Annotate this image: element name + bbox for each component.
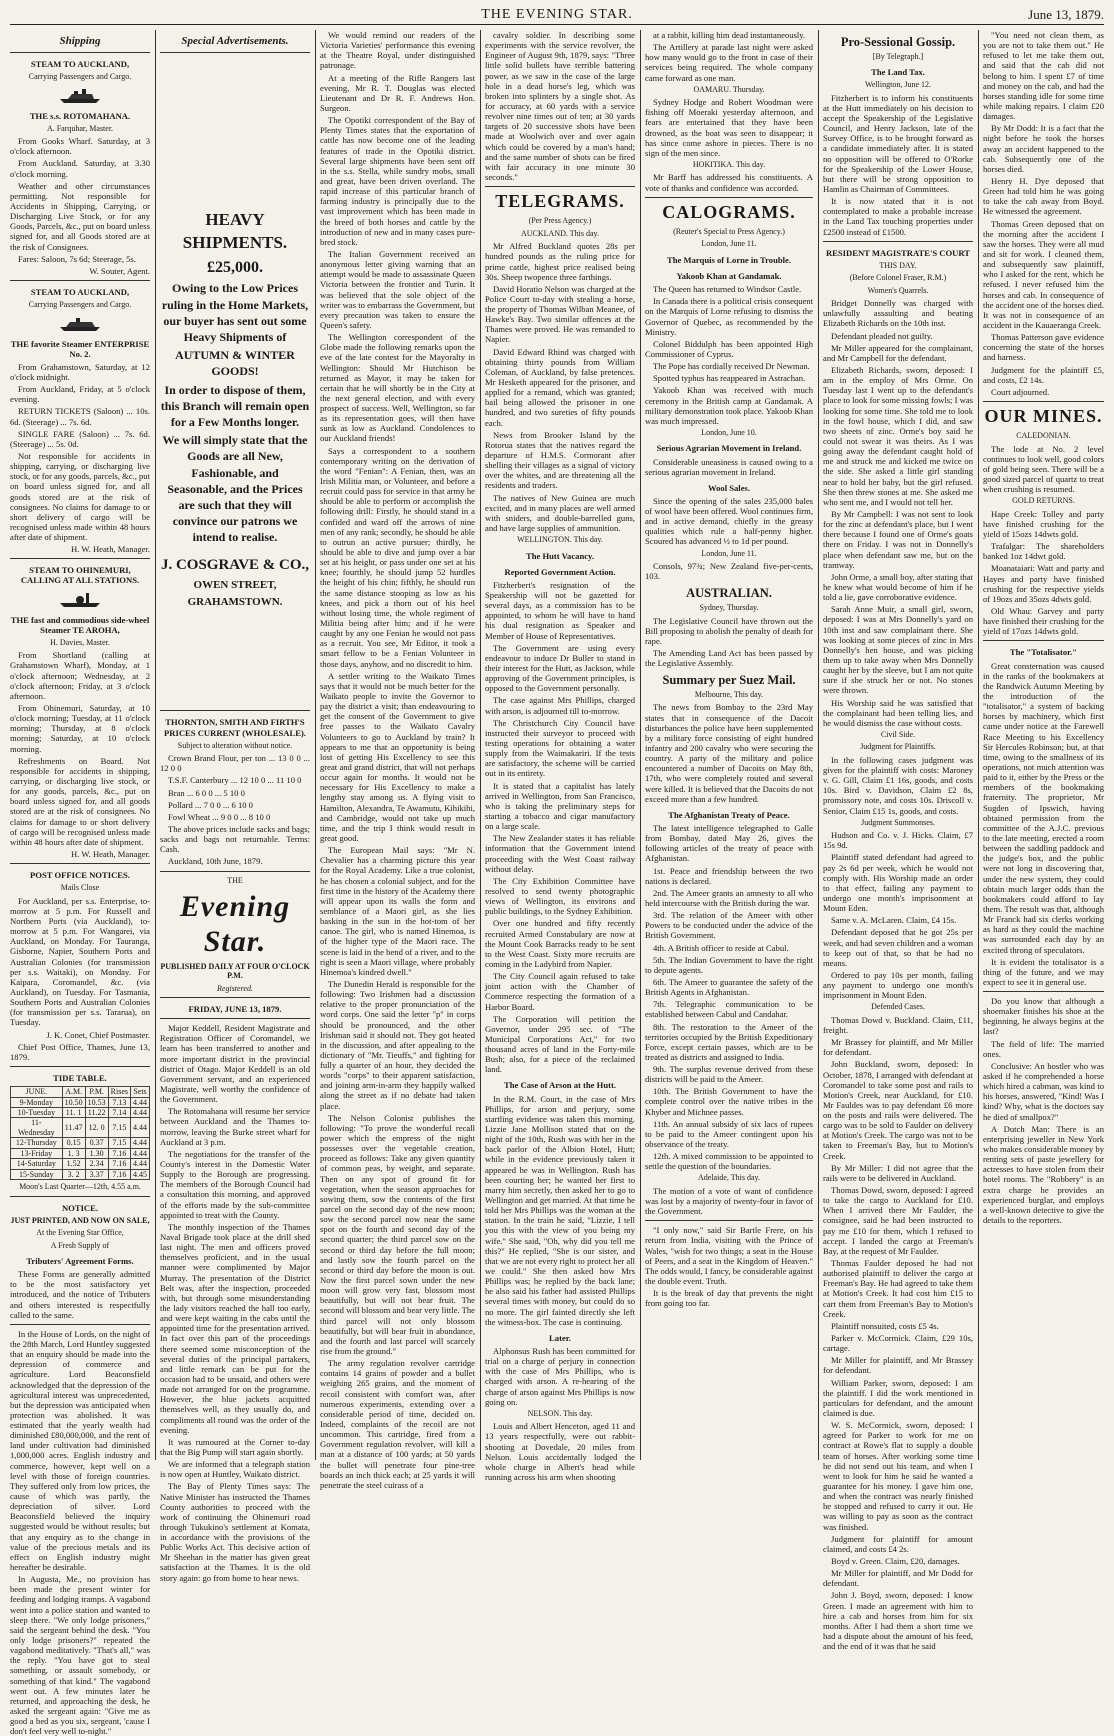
article-paragraph: Says a correspondent to a southern contemporary writing on the derivation of the word "Fenian": A Fenian, then, was an Irish Militia man, or Volunteer, and before a recruit could pass for service in that army he should be able to perform or accomplish the following drill: Firstly, he should stand in a confided and ward off the arrows of nine men of any rank; secondly, he should be able to outrun an active pursuer; thirdly, he should be able to dive and jump over a bar set at his height, or pass under one set at his knee; fourthly, he should jump 52 hurdles the height of his chin; fifthly, he should run the same distance stooping as low as his knees, and pick a thorn out of his heel without losing time, the whole regiment of Militia being after him; and if he were caught by any one Fenian he would not pass as a recruit. You see, Mr Editor, it took a smart fellow to be a Fenian Volunteer in those days, anyhow, and no discredit to him. [320, 445, 475, 669]
cablegrams-heading: CALOGRAMS. [662, 201, 796, 222]
case-heading: Defended Cases. [871, 1002, 925, 1012]
ad-heading: STEAM TO AUCKLAND, [30, 58, 130, 69]
steamship-icon [58, 589, 102, 609]
article-paragraph: A settler writing to the Waikato Times says that it would not be much better for the Waikato people to invite the Governor to pay the district a visit; than endeavouring to get the consent of the Government to give free passes to the Waikato Cavalry Volunteers to go to Auckland by train? It appears to me that an opportunity is being lost of getting His Excellency to see this great and grand district, that will not perhaps occur again for months. It would not be necessary for His Excellency to make a lengthy stay among us. A flying visit to Hamilton, Alexandra, Te Awamutu, Kihikihi, and Cambridge, would not take up much time, and the trip I think would result in great good. [320, 670, 475, 843]
evening-star-logo: Evening Star. [179, 889, 291, 959]
article-paragraph: It was rumoured at the Corner to-day that the Big Pump will start again shortly. [160, 1436, 310, 1457]
ship-name: THE fast and commodious side-wheel Steamer TE AROHA, [10, 614, 150, 635]
tide-row [11, 1097, 150, 1107]
post-office-signature: J. K. Conet, Chief Postmaster. [46, 1029, 150, 1040]
tide-row [11, 1159, 150, 1169]
treaty-article: 12th. A mixed commission to be appointed to settle the question of the boundaries. [645, 1151, 813, 1172]
tide-cell: 2.34 [85, 1159, 108, 1169]
article-paragraph: Conclusive: An hostler who was asked if he comprehended a horse which hired a cabman, was kind to his horses, answered, "Kind! Was I kind? Why, what is the doctors say he died of smallpox?" [983, 1060, 1104, 1122]
gossip-source: [By Telegraph.] [872, 51, 924, 61]
ad-text: In order to dispose of them, this Branch will remain open for a Few Months longer. [160, 382, 310, 429]
cable-heading: Yakoob Khan at Gandamak. [676, 270, 782, 281]
tide-cell: 7.15 [108, 1118, 130, 1138]
telegram-item: The Christchurch City Council have instructed their surveyor to proceed with testing operations for obtaining a water supply from the Waimakariri. If the tests are satisfactory, the scheme will be carried out in its entirety. [485, 717, 635, 779]
telegram-item: The City Council again refused to take joint action with the Chamber of Commerce respecting the formation of a Harbor Board. [485, 971, 635, 1012]
article-paragraph: The monthly inspection of the Thames Naval Brigade took place at the drill shed last night. The men and officers proved themselves proficient, and in the usual manner were complimented by Major Murray. The presentation of the District Belt was, after the inspection, proceeded with, but through some misunderstanding the lady visitors reached the hall too early, and were kept waiting in the cabs until the appointed time for the presentation arrived. In fact over this part of the proceedings there seemed some misconception of the several duties of the principal partakers, and little remark can be put for the occasion had to be unsaid, and others were made not arranged for on the programme. However, the blue jackets acquitted themselves well, as they usually do, and compliments all round was the order of the evening. [160, 1221, 310, 1435]
ad-text: Fares: Saloon, 7s 6d; Steerage, 5s. [18, 253, 136, 264]
tide-table-heading: TIDE TABLE. [53, 1072, 107, 1083]
column-advertisements [160, 30, 310, 1583]
tide-row [11, 1138, 150, 1148]
article-paragraph: Do you know that although a shoemaker finishes his shoe at the beginning, he always begins at the last? [983, 996, 1104, 1037]
court-paragraph: Court adjourned. [991, 386, 1050, 397]
treaty-article: 6th. The Ameer to guarantee the safety of the British Agents in Afghanistan. [645, 976, 813, 998]
section-heading: Shipping [59, 35, 101, 47]
article-paragraph: A Dutch Man: There is an enterprising jeweller in New York who makes considerable money by renting sets of paste jewellery for actresses to have stolen from their hotel rooms. The "Robbery" is an extra charge he provides an experienced burglar, and employs a well-known detective to give the details to the reporters. [983, 1123, 1104, 1226]
cable-item: Spotted typhus has reappeared in Astrachan. [653, 373, 806, 384]
dateline: Adelaide, This day. [698, 1173, 760, 1183]
tide-cell: 7.15 [108, 1138, 130, 1148]
court-paragraph: Parker v. McCormick. Claim, £29 10s, cartage. [823, 1333, 973, 1354]
dateline: NELSON. This day. [527, 1408, 593, 1418]
column-court [823, 30, 973, 1652]
column-mines [983, 30, 1104, 1460]
court-heading: RESIDENT MAGISTRATE'S COURT [825, 247, 971, 258]
telegram-item: News from Brooker Island by the Rotorua states that the natives regard the departure of H.M.S. Cormorant after shelling their villages as a signal of victory over the whites, and are threatening all the residents and traders. [485, 429, 635, 491]
column-cablegrams [645, 30, 813, 1460]
article-paragraph: We would remind our readers of the Victoria Varieties' performance this evening at the Theatre Royal, under distinguished patronage. [320, 30, 475, 71]
ad-amount: £25,000. [207, 258, 263, 276]
column-rule [315, 30, 316, 1460]
tide-cell: 4.45 [131, 1169, 150, 1179]
tide-row [11, 1148, 150, 1158]
ad-text: From Auckland. Saturday, at 3.30 o'clock morning. [10, 158, 150, 179]
dateline: HOKITIKA. This day. [692, 159, 766, 169]
notice-text: At the Evening Star Office, [36, 1228, 124, 1238]
article-paragraph: At a meeting of the Rifle Rangers last evening, Mr R. T. Douglas was elected Lieutenant and Dr R. F. Andrews Hon. Surgeon. [320, 72, 475, 113]
ad-headline: HEAVY SHIPMENTS. [182, 209, 288, 252]
ad-text: Not responsible for accidents in shipping, carrying, or discharging live stock, or for any goods, parcels, &c., put on board unless signed for, and all goods stored are at the risk of consignees. No claims for damage to or short delivery of cargo will be recognised unless made within 48 hours after date of shipment. [10, 450, 150, 543]
price-row: Bran ... 6 0 0 ... 5 10 0 [168, 787, 245, 798]
notice-text: These Forms are generally admitted to be the most satisfactory yet introduced, and the notice of Tributers and others interested is respectfully called to the same. [10, 1269, 150, 1320]
gossip-subheading: The Land Tax. [871, 67, 925, 78]
telegram-item: at a rabbit, killing him dead instantaneously. [653, 30, 806, 40]
notice-title: Tributers' Agreement Forms. [26, 1255, 134, 1266]
issue-date: June 13, 1879. [1028, 7, 1104, 22]
tide-cell: 3. 2 [62, 1169, 85, 1179]
mine-report: Hape Creek: Tolley and party have finished crushing for the yield of 15ozs 14dwts gold. [983, 508, 1104, 540]
case-heading: Civil Side. [880, 729, 916, 739]
telegram-heading: The Hutt Vacancy. [525, 550, 595, 561]
prices-note: The above prices include sacks and bags; sacks and bags not returnable. Terms: Cash. [160, 823, 310, 855]
court-paragraph: Same v. A. McLaren. Claim, £4 15s. [831, 915, 957, 926]
tide-table [10, 1086, 150, 1180]
court-paragraph: Judgment for plaintiff for amount claimed, and costs £4 2s. [823, 1533, 973, 1554]
ad-text: Owing to the Low Prices ruling in the Home Markets, our buyer has sent out some Heavy Shipments of [161, 281, 309, 344]
gossip-heading: Pro-Sessional Gossip. [840, 35, 956, 49]
ad-text: Refreshments on Board. Not responsible for accidents in shipping, carrying, or discharging live stock, or for any goods, parcels, &c., put on board unless signed for, and all goods stored are at the risk of consignees. No claims for damage to or short delivery of cargo will be recognised unless made within 48 hours after date of shipment. [10, 755, 150, 847]
prices-subheading: Subject to alteration without notice. [177, 740, 293, 750]
telegram-item: David Edward Rhind was charged with obtaining thirty pounds from William Coleman, of Auckland, by false pretences. Mr Hesketh appeared for the prisoner, and applied for a remand, which was granted; bail being allowed the prisoner in one hundred, and two sureties of fifty pounds each. [485, 346, 635, 428]
steamship-icon [58, 313, 102, 333]
dateline: WELLINGTON. This day. [517, 535, 603, 545]
prices-heading: THORNTON, SMITH AND FIRTH'S PRICES CURRENT (WHOLESALE). [164, 717, 306, 738]
post-office-heading: POST OFFICE NOTICES. [30, 870, 130, 881]
tide-cell: 4.44 [131, 1097, 150, 1107]
ad-heading: STEAM TO OHINEMURI, CALLING AT ALL STATIONS. [20, 565, 140, 586]
dateline: Melbourne, This day. [694, 689, 764, 699]
mine-report: Trafalgar: The shareholders banked 1oz 14dwt gold. [983, 541, 1104, 562]
cable-item: Yakoob Khan was received with much ceremony in the British camp at Gandamak. A military demonstration took place. Yakoob Khan was much impressed. [645, 385, 813, 426]
post-office-subheading: Mails Close [60, 883, 100, 893]
column-rule [155, 30, 156, 1460]
article-paragraph: The army regulation revolver cartridge contains 14 grains of powder and a bullet weighing 265 grains, and the moment of recoil consistent with comfort was, after numerous experiments, extending over a considerable period of time, decided on. Indeed, complaints of the recoil are not uncommon. This cartridge, fired from a Government regulation revolver, will kill a man at a distance of 100 yards; at 50 yards the bullet will penetrate four pine-tree boards an inch thick each; at 25 yards it will penetrate the steel cuirass of a [320, 1358, 475, 1490]
tide-cell: 10-Tuesday [11, 1108, 63, 1118]
court-paragraph: John Orme, a small boy, after stating that he knew what would become of him if he told a lie, gave corroborative evidence. [823, 571, 973, 603]
court-paragraph: By Mr Campbell: I was not sent to look for the zinc at defendant's place, but I went there because I found one of Orme's goats there on Friday. I was not in Donnelly's place when defendant saw me, but on the tramway. [823, 509, 973, 570]
masthead [10, 6, 1104, 25]
treaty-article: 1st. Peace and friendship between the two nations is declared. [645, 865, 813, 886]
tide-cell: 0.15 [62, 1138, 85, 1148]
firm-name: J. COSGRAVE & CO., [160, 557, 310, 574]
cablegrams-source: (Reuter's Special to Press Agency.) [673, 226, 785, 236]
tide-row [11, 1118, 150, 1138]
notice-subheading: JUST PRINTED, AND NOW ON SALE, [10, 1215, 150, 1225]
telegram-item: The natives of New Guinea are much excited, and in many places are well armed with sniders, and double-barrelled guns, and have large supplies of ammunition. [485, 492, 635, 534]
article-paragraph: The Italian Government received an anonymous letter giving warning that an attempt would be made to assassinate Queen Victoria between the frontier and Turin. It was believed that the sole object of the writer was to embarrass the Government, but every precaution was taken to ensure the Queen's safety. [320, 248, 475, 330]
cable-item: The motion of a vote of want of confidence was lost by a majority of twenty-four in favor of the Government. [645, 1185, 813, 1217]
tide-cell: 1. 3 [62, 1148, 85, 1158]
telegram-item: The Corporation will petition the Governor, under 295 sec. of "The Municipal Corporations Act," for two thousand acres of land in the Forty-mile Bush; also, for a piece of the reclaimed land. [485, 1013, 635, 1075]
ad-text: AUTUMN & WINTER GOODS! [175, 348, 295, 379]
treaty-article: 4th. A British officer to reside at Cabul. [653, 942, 789, 953]
article-paragraph: The Opotiki correspondent of the Bay of Plenty Times states that the exportation of cattle has now become one of the leading features of trade in the Opotiki district. Several large shipments have been sent off in the s.s. Stella, while sundry mobs, small and great, have been driven overland. The rapid increase of this particular branch of farming industry is principally due to the vast improvement which has been made in the breed of both horses and cattle by the introduction of new and in many cases pure-bred stock. [320, 115, 475, 247]
court-paragraph: By Mr Miller: I did not agree that the rails were to be delivered in Auckland. [823, 1162, 973, 1183]
column-rule [978, 30, 979, 1460]
court-paragraph: Mr Miller appeared for the complainant, and Mr Campbell for the defendant. [823, 342, 973, 363]
court-paragraph: "You need not clean them, as you are not to take them out." He refused to let me take them out, and said that the cab did not belong to him. I spent £7 of time and money on the cab, and had the horses standing idle for some time while making repairs. I claim £20 damages. [983, 30, 1104, 122]
court-paragraph: Plaintiff nonsuited, costs £5 4s. [831, 1320, 939, 1331]
treaty-article: 2nd. The Ameer grants an amnesty to all who held intercourse with the British during the war. [645, 887, 813, 908]
mine-name: CALEDONIAN. [1016, 431, 1071, 441]
column-rule [640, 30, 641, 1460]
ship-name: THE favorite Steamer ENTERPRISE No. 2. [10, 338, 150, 359]
mines-heading: OUR MINES. [984, 405, 1103, 426]
cable-heading: Serious Agrarian Movement in Ireland. [656, 443, 802, 454]
logo-subtitle: PUBLISHED DAILY AT FOUR O'CLOCK P.M. [160, 961, 310, 981]
case-heading: Judgment Summonses. [861, 817, 935, 827]
court-paragraph: Thomas Dowd v. Buckland. Claim, £11, freight. [823, 1014, 973, 1035]
dateline: OAMARU. Thursday. [693, 84, 765, 94]
price-row: Crown Brand Flour, per ton ... 13 0 0 ... 12 0 0 [160, 753, 310, 774]
article-paragraph: The Wellington correspondent of the Globe made the following remarks upon the eve of the late contest for the Mayoralty in Wellington: Should Mr Hutchison be returned as Mayor, it may be taken for certain that he will shortly be in the City at the next general election, and with every prospect of success. Well, Wellington, so far as its representation goes, will then have sunk as low as Auckland. Condolences to our Auckland friends! [320, 332, 475, 444]
prices-date: Auckland, 10th June, 1879. [168, 856, 263, 867]
tide-cell: 11-Wednesday [11, 1118, 63, 1138]
telegram-heading: The Case of Arson at the Hutt. [504, 1080, 616, 1091]
article-paragraph: Major Keddell, Resident Magistrate and Registration Officer of Coromandel, we learn has been transferred to another and more important district in the provincial district of Otago. Major Keddell is an old Government servant, and an experienced Magistrate, well worthy the confidence of the Government. [160, 1023, 310, 1105]
treaty-article: 10th. The British Government to have the complete control over the native tribes in the Khyber and Michnee passes. [645, 1086, 813, 1117]
telegram-item: Sydney Hodge and Robert Woodman were fishing off Moeraki yesterday afternoon, and fears are entertained that they have been drowned, as the boat was seen to disappear; it has since come ashore in pieces. There is no sign of the men since. [645, 97, 813, 158]
column-telegrams [485, 30, 635, 1482]
tide-cell: 7.14 [108, 1108, 130, 1118]
court-paragraph: William Parker, sworn, deposed: I am the plaintiff. I did the work mentioned in particulars for defendant, and the amount claimed is due. [823, 1377, 973, 1418]
court-paragraph: Hudson and Co. v. J. Hicks. Claim, £7 15s 9d. [823, 830, 973, 851]
issue-dateline: FRIDAY, JUNE 13, 1879. [188, 1004, 282, 1015]
article-paragraph: It is evident the totalisator is a thing of the future, and we may expect to see it in general use. [983, 956, 1104, 987]
article-paragraph: In Augusta, Me., no provision has been made the present winter for feeding and lodging tramps. A vagabond went into a police station and wanted to sleep there. "We only lodge prisoners," said the sergeant behind the desk. "You only lodge prisoners?" repeated the vagabond meditatively. "That's all," was the reply. "You have got to steal something, or assault somebody, or something of that kind." The vagabond went out. A few minutes later he returned, and approaching the desk, he asked the sergeant again: "Give me as good a bed as you six, sergeant, 'cause I don't feel very well to-night." [10, 1574, 150, 1736]
article-paragraph: cavalry soldier. In describing some experiments with the service revolver, the Engineer of August 9th, 1879, says: "Three little solid bullets have terrible battering power, as we saw in the case of the large hole in a dead horse's leg, which was broken into splinters by a single shot. As for accuracy, at 60 yards with a service revolver nine times out of ten; at 30 yards targets of 20 successive shots have been made at Woolwich over and over again which could be covered by a man's hand; and the same number of shots can be fired with fair accuracy in one minute 30 seconds." [485, 30, 635, 182]
ad-text: RETURN TICKETS (Saloon) ... 10s. 6d. (Steerage) ... 7s. 6d. [10, 406, 150, 427]
court-paragraph: Henry H. Dye deposed that Green had told him he was going to take the cab away from Boyd. He witnessed the agreement. [983, 175, 1104, 217]
newspaper-title: THE EVENING STAR. [481, 7, 633, 22]
telegram-item: The case against Mrs Phillips, charged with arson, is adjourned till to-morrow. [485, 695, 635, 716]
court-paragraph: His Worship said he was satisfied that the complainant had been telling lies, and he would dismiss the case without costs. [823, 697, 973, 728]
price-row: T.S.F. Canterbury ... 12 10 0 ... 11 10 0 [168, 775, 302, 786]
telegrams-heading: TELEGRAMS. [495, 191, 625, 212]
telegram-item: Mr Barff has addressed his constituents. A vote of thanks and confidence was accorded. [645, 172, 813, 193]
court-paragraph: Ordered to pay 10s per month, failing any payment to undergo one month's imprisonment in Mount Eden. [823, 969, 973, 1001]
cable-item: Colonel Biddulph has been appointed High Commissioner of Cyprus. [645, 338, 813, 359]
tide-cell: 11.47 [62, 1118, 85, 1138]
tide-cell: 4.44 [131, 1159, 150, 1169]
court-paragraph: Plaintiff stated defendant had agreed to pay 2s 6d per week, which he would not comply with. His Worship made an order to that effect, failing any payment to undergo one month's imprisonment at Mount Eden. [823, 852, 973, 914]
tide-cell: 4.44 [131, 1108, 150, 1118]
court-paragraph: Mr Miller for plaintiff, and Mr Dodd for defendant. [823, 1568, 973, 1589]
cable-heading: The Marquis of Lorne in Trouble. [667, 254, 791, 265]
cable-item: The Pope has cordially received Dr Newman. [653, 361, 810, 372]
article-paragraph: The Nelson Colonist publishes the following: "To prove the wonderful recall power which the empress of the night possesses over the vegetable creation, proceed as follows: Take any given quantity of common peas, by weight, and separate. Then on any spot of ground fit for vegetation, when the season approaches for sowing them, sow the contents of the first parcel on the second day of the new moon; sow the second parcel now near the same spot on the fourth and second day of the second quarter; the third parcel sow on the second or third day before the full moon; and lastly sow the fourth parcel on the second or third day before the moon is out. Now the first parcel sown under the new moon will grow very fast, blossom most beautifully, but will not bear fruit. The second will blossom and bear very little. The third parcel will not only blossom beautifully, but will bear fruit in abundance, and the fourth and last parcel will scarcely rise from the ground." [320, 1112, 475, 1356]
tide-cell: 11.22 [85, 1108, 108, 1118]
cable-item: The latest intelligence telegraphed to Galle from Bombay, dated May 26, gives the following articles of the treaty of peace with Afghanistan. [645, 822, 813, 864]
column-local-news [320, 30, 475, 1490]
ad-subheading: Carrying Passengers and Cargo. [28, 72, 132, 82]
cable-item: Consols, 97¾; New Zealand five-per-cents, 103. [645, 561, 813, 582]
tide-cell: 4.44 [131, 1118, 150, 1138]
court-paragraph: Mr Brassey for plaintiff, and Mr Miller for defendant. [823, 1037, 973, 1058]
telegram-item: David Horatio Nelson was charged at the Police Court to-day with stealing a horse, the property of Thomas Wilban Meanee, of Hawke's Bay. Two similar offences at the Thames were proved. He was remanded to Napier. [485, 283, 635, 345]
court-paragraph: Thomas Dowd, sworn, deposed: I agreed to take the cargo to Auckland for £10. When I arrived there Mr Faulder, the consignee, said he had been instructed to pay me £10 for them, which I refused to accept. I landed the cargo at Freeman's Bay, at the request of Mr Faulder. [823, 1185, 973, 1256]
notice-heading: NOTICE. [61, 1202, 99, 1213]
telegram-heading: Later. [549, 1332, 571, 1343]
ad-signature: H. W. Heath, Manager. [71, 544, 150, 555]
article-paragraph: We are informed that a telegraph station is now open at Huntley, Waikato district. [160, 1459, 310, 1480]
tide-cell: 1.30 [85, 1148, 108, 1158]
dateline: London, June 11. [701, 239, 757, 249]
telegram-item: The City Exhibition Committee have resolved to send twenty photographic views of Wellington, its environs and public buildings, to the Sydney Exhibition. [485, 875, 635, 917]
telegram-item: Fitzherbert's resignation of the Speakership will not be gazetted for several days, as a commission has to be appointed, to whom he will have to hand his dual resignation as Speaker and Member of House of Representatives. [485, 579, 635, 641]
tide-cell: 12-Thursday [11, 1138, 63, 1148]
telegram-item: Louis and Albert Henceton, aged 11 and 13 years respectfully, were out rabbit-shooting at Dovedale, 20 miles from Nelson. Louis accidentally lodged the whole charge in Albert's head while running across his arm when shooting [485, 1421, 635, 1482]
article-paragraph: "I only now," said Sir Bartle Frere, on his return from India, visiting with the Prince of Wales, "wish for two things; a seat in the House of Peers, and a seat in the Kingdom of Heaven." The odds would, I fancy, be considerable against the double event. Truth. [645, 1225, 813, 1287]
firm-address: OWEN STREET, [193, 578, 277, 591]
tide-cell: 7.16 [108, 1148, 130, 1158]
dateline: Sydney, Thursday. [699, 603, 759, 613]
article-paragraph: The Bay of Plenty Times says: The Native Minister has instructed the Thames County authorities to proceed with the work of continuing the Ohinemuri road through Tukukino's settlement at Komata, in accordance with the provisions of the Public Works Act. This decisive action of Mr Sheehan in the matter has given great satisfaction at the Thames. It is the old story again: go from home to hear news. [160, 1481, 310, 1583]
article-paragraph: The European Mail says: "Mr N. Chevalier has a charming picture this year for the Royal Academy. Like a true colonist, he has chosen a colonial subject, and for the first time in the history of the Academy there will appear upon its walls the form and semblance of a Maori girl, as she lies basking in the sun in the hot-tom of her canoe. The girl, who is named Hinemoa, is of the higher type of the Maori race. The scene is laid in the bend of a river, and to the right is seen a Maori village, where probably Hinemoa's kindred dwell." [320, 845, 475, 977]
notice-text: A Fresh Supply of [50, 1240, 110, 1250]
telegrams-source: (Per Press Agency.) [528, 216, 592, 226]
court-magistrate: (Before Colonel Fraser, R.M.) [849, 273, 947, 283]
article-paragraph: The Dunedin Herald is responsible for the following: Two Irishmen had a discussion relative to the proper pronunciation of the word corps. One said the letter "p" in corps should be pronounced, and the other Irishman said it should not. They got heated in the discussion, and after appealing to the dictionary of "Mr. Tieuffs," and fighting for fully a quarter of an hour, they decided the words "corps" to their apparent satisfaction, and joining arm-in-arm they happily walked along the street as if no debate had taken place. [320, 978, 475, 1111]
ship-name: THE s.s. ROTOMAHANA. [29, 110, 131, 121]
case-heading: Women's Quarrels. [867, 285, 929, 295]
article-paragraph: Fitzherbert is to inform his constituents at the Hutt immediately on his decision to accept the Speakership of the Legislative Council, and Henry Jackson, late of the Survey Office, is to be brought forward as a candidate immediately after. It is stated no opposition will be offered to O'Rorke for the Speakership of the Lower House, but there will be strong opposition to Hamlin as Chairman of Committees. [823, 92, 973, 195]
tide-cell: 10.53 [85, 1097, 108, 1107]
ad-heading: STEAM TO AUCKLAND, [30, 286, 130, 297]
ship-master: A. Farquhar, Master. [46, 123, 114, 133]
tide-cell: 1.52 [62, 1159, 85, 1169]
article-paragraph: The negotiations for the transfer of the County's interest in the Domestic Water Supply to the Borough are progressing. The members of the Borough Council had a consultation this morning, and approved of the efforts made by the sub-committee appointed to treat with the County. [160, 1148, 310, 1220]
mine-report: Old Whau: Garvey and party have finished their crushing for the yield of 17ozs 14dwts gold. [983, 606, 1104, 637]
court-paragraph: Thomas Patterson gave evidence concerning the state of the horses and harness. [983, 332, 1104, 363]
court-paragraph: Boyd v. Green. Claim, £20, damages. [831, 1555, 960, 1566]
ad-text: Weather and other circumstances permitting. Not responsible for Accidents in Shipping, Carrying, or Discharging Live Stock, or for any Goods, Parcels, &c., put on board unless signed for, and all Goods stored are at the risk of Consignees. [10, 180, 150, 252]
court-paragraph: John Buckland, sworn, deposed: In October, 1878, I arranged with defendant at Coromandel to take some post and rails to Motion's Creek, near Auckland, for £10. Mr Fauldes was to pay defendant £6 more on the posts and rails were delivered. The cargo was to be sold to Faulder on delivery at Motion's Creek. The cargo was not to be taken to Freeman's Bay, but to Motion's Creek. [823, 1059, 973, 1161]
dateline: London, June 11. [701, 548, 757, 558]
post-office-text: For Auckland, per s.s. Enterprise, to-morrow at 5 p.m. For Russell and Northern Ports (via Auckland), to-morrow at 5 p.m. For Wangarei, via Auckland, on Monday. For Tauranga, Gisborne, Napier, Southern Ports and Australian Colonies (for transmission per s.s. Waitaki), on Monday. For Kaipara, Coromandel, &c. (via Auckland), on Tuesday. For Tasmania, Southern Ports and Australian Colonies (for transmission per s.s. Tararua), on Tuesday. [10, 895, 150, 1028]
court-paragraph: John J. Boyd, sworn, deposed: I know Green. I made an agreement with him to hire a cab and horses from him for six months. After I had them a short time we had a dispute about the amount of his feed, and the end of it was that he said [823, 1590, 973, 1652]
price-row: Fowl Wheat ... 9 0 0 ... 8 10 0 [168, 811, 271, 822]
dateline: London, June 10. [701, 427, 757, 437]
cable-heading: Summary per Suez Mail. [662, 673, 796, 688]
tide-cell: 7.16 [108, 1169, 130, 1179]
cable-heading: AUSTRALIAN. [686, 586, 772, 601]
cable-item: The Legislative Council have thrown out the Bill proposing to abolish the penalty of death for rape. [645, 615, 813, 646]
tide-cell: 12. 0 [85, 1118, 108, 1138]
article-paragraph: It is the break of day that prevents the night from going too far. [645, 1288, 813, 1309]
court-paragraph: Judgment for the plaintiff £5, and costs, £2 14s. [983, 364, 1104, 385]
logo-article: THE [227, 875, 243, 885]
mine-report: The lode at No. 2 level continues to look well, good colors of gold being seen. There will be a good sized parcel of quartz to treat when crushing is resumed. [983, 443, 1104, 495]
ad-subheading: Carrying Passengers and Cargo. [28, 300, 132, 310]
court-paragraph: Bridget Donnelly was charged with unlawfully assaulting and beating Elizabeth Richards on the 10th inst. [823, 298, 973, 329]
court-paragraph: Thomas Green deposed that on the morning after the accident I saw the horses. They were all mud and sit for work. I cleaned them, and subsequently saw plaintiff, who I asked for the rent, which he refused. I never refused him the horses and cab. In consequence of the accident one of the horses died. It was not in consequence of an accident in the Kauaeranga Creek. [983, 218, 1104, 330]
totalisator-heading: The "Totalisator." [1009, 647, 1078, 658]
column-rule [480, 30, 481, 1460]
telegram-item: In the R.M. Court, in the case of Mrs Phillips, for arson and perjury, some startling evidence was taken this morning. Lizzie Jane Mollison stated that on the night of the 10th, Rush was with her in the back parlor of the Albion Hotel, Hutt; while in the evidence previously taken it appeared he was in Wellington. Rush has been courting her; he wanted her first to marry him secretly, then asked her to go to Wellington and get married. At that time he told her Mrs Phillips was the woman at the station. In the train he said, "Lizzie, I tell you this with the view of you being my wife." She said, "Oh, why did you tell me this?" He replied, "She is our sister, and that we are not every right to protect her all we could." She then asked how Mrs Phillips was; he replied by the back lane; he also said his father had assisted Phillips several times with money, but could do so no more. The girl fainted directly she left the witness-box. The case is continuing. [485, 1093, 635, 1327]
tide-row [11, 1108, 150, 1118]
mine-report: Moanataiari: Watt and party and Hayes and party have finished crushing for the respective yields of 19ozs and 35ozs 4dwts gold. [983, 563, 1104, 604]
moon-phase: Moon's Last Quarter—12th, 4.55 a.m. [19, 1182, 141, 1192]
court-date: THIS DAY. [879, 260, 917, 270]
tide-cell: 14-Saturday [11, 1159, 63, 1169]
ad-text: From Grahamstown, Saturday, at 12 o'clock midnight. [10, 361, 150, 382]
court-paragraph: Defendant pleaded not guilty. [831, 330, 933, 341]
court-paragraph: Thomas Faulder deposed he had not authorised plaintiff to deliver the cargo at Freeman's Bay. He had agreed to take them at Motion's Creek. It had cost him £15 to cart them from Freeman's Bay to Motion's Creek. [823, 1258, 973, 1319]
case-heading: Judgment for Plaintiffs. [860, 742, 936, 752]
tide-cell: 13-Friday [11, 1148, 63, 1158]
dateline: Wellington, June 12. [864, 80, 931, 90]
treaty-article: 11th. An annual subsidy of six lacs of rupees to be paid to the Ameer contingent upon his observance of the treaty. [645, 1118, 813, 1150]
court-paragraph: Elizabeth Richards, sworn, deposed: I am in the employ of Mrs Orme. On Tuesday last I went up to the defendant's place to look for some missing fowls; I was looking for some time. She told me to look in the fowl house, which I did, and saw two sheets of zinc. Orme's boy said he could not swear it was theirs. As I was going away the defendant caught hold of me and struck me and kicked me twice on the side. She asked a little girl standing near to hold her baby, but the girl refused. She then threw stones at me. She asked me who sent me, and I would not tell her. [823, 365, 973, 507]
tide-cell: 7.16 [108, 1159, 130, 1169]
section-heading: Special Advertisements. [181, 35, 289, 47]
firm-town: GRAHAMSTOWN. [187, 595, 283, 608]
telegram-item: The Government are using every endeavour to induce Dr Buller to stand in their interest for the Hutt, as Jackson, while approving of the Government principles, is opposed to the Government personally. [485, 642, 635, 694]
cable-heading: Wool Sales. [707, 482, 751, 493]
court-paragraph: Mr Miller for plaintiff, and Mr Brassey for defendant. [823, 1355, 973, 1376]
telegram-item: The New Zealander states it has reliable information that the Government intend proceeding with the West Coast railway without delay. [485, 833, 635, 874]
ad-text: From Ohinemuri, Saturday, at 10 o'clock morning; Tuesday, at 11 o'clock morning; Thursday, at 8 o'clock morning; Saturday, at 10 o'clock morning. [10, 703, 150, 754]
tide-cell: 11. 1 [62, 1108, 85, 1118]
dateline: AUCKLAND. This day. [521, 228, 599, 238]
telegram-item: Alphonsus Rush has been committed for trial on a charge of perjury in connection with the case of Mrs Phillips, who is charged with arson. A re-hearing of the charge of arson against Mrs Phillips is now going on. [485, 1346, 635, 1407]
telegram-heading: Reported Government Action. [504, 566, 616, 577]
ad-signature: W. Souter, Agent. [89, 265, 150, 276]
tide-row [11, 1169, 150, 1179]
ad-text: From Shortland (calling at Grahamstown Wharf), Monday, at 1 o'clock afternoon; Wednesday, at 2 o'clock afternoon; Friday, at 3 o'clock afternoon. [10, 650, 150, 701]
treaty-article: 3rd. The relation of the Ameer with other Powers to be conducted under the advice of the British Government. [645, 910, 813, 941]
treaty-article: 7th. Telegraphic communication to be established between Cabul and Candahar. [645, 999, 813, 1020]
cable-item: The news from Bombay to the 23rd May states that in consequence of the Dacoit disturbances the police have been supplemented by a military force consisting of eight hundred infantry and 200 cavalry who were securing the country. A party of the military and police encountered a number of Dacoits on May 8th, 17th, who were completely routed and several were killed. It is believed that the Dacoits do not exceed more than a few hundred. [645, 702, 813, 804]
court-paragraph: W. S. McCormick, sworn, deposed: I agreed for Parker to work for me on contract at Rowe's flat to supply a double team of horses. After working some time he did not send out his team, and when I went to look for him he said he wanted a guarantee for his money. I gave him one, and when the contract was nearly finished he stopped and refused to carry it out. He was willing to pay as soon as the contract was finished. [823, 1420, 973, 1532]
tide-cell: 3.37 [85, 1169, 108, 1179]
telegram-item: The Artillery at parade last night were asked how many would go to the front in case of their services being required. The whole company came forward as one man. [645, 42, 813, 83]
telegram-item: Mr Alfred Buckland quotes 28s per hundred pounds as the ruling price for prime cattle, highest price realised being 30s. Sheep twopence three farthings. [485, 241, 635, 282]
article-paragraph: It is now stated that it is not contemplated to make a probable increase in the Land Tax touching properties under £2500 instead of £1500. [823, 196, 973, 237]
cable-item: In Canada there is a political crisis consequent on the Marquis of Lorne refusing to dismiss the Governor of Quebec, as recommended by the Ministry. [645, 296, 813, 337]
gold-returns-heading: GOLD RETURNS. [1012, 496, 1075, 506]
tide-cell: 15-Sunday [11, 1169, 63, 1179]
article-paragraph: In the House of Lords, on the night of the 28th March, Lord Huntley suggested that an enquiry should be made into the depression of commerce and agriculture. Lord Beaconsfield acknowledged that the depression of the agricultural interest was unprecedented, but the depression was anticipated when protection was abolished. It was estimated that the yearly wealth had diminished £80,000,000, and the rent of land under cultivation had diminished 1,000,000 acres. English industry and commerce, however, kept well on a level with those of foreign countries. They suffered only from low prices, the cause of which was partly, the depreciation of silver. Lord Beaconsfield believed the inquiry suggested would be without results; but that any enquiry as to the change in value of the precious metals and its effect on English industry might hereafter be desirable. [10, 1328, 150, 1573]
ad-text: From Auckland, Friday, at 5 o'clock evening. [10, 384, 150, 405]
ship-master: H. Davies, Master. [50, 637, 110, 647]
ad-text: From Gooks Wharf. Saturday, at 3 o'clock afternoon. [10, 136, 150, 157]
article-paragraph: The Rotomahana will resume her service between Auckland and the Thames to-morrow, leaving the Burke street wharf for Auckland at 3 p.m. [160, 1106, 310, 1147]
court-paragraph: Defendant deposed that he got 25s per week, and had seven children and a woman to keep out of that, so that he had no means. [823, 927, 973, 968]
steamship-icon [58, 85, 102, 105]
cable-item: The Queen has returned to Windsor Castle. [653, 284, 802, 295]
court-paragraph: In the following cases judgment was given for the plaintiff with costs: Maroney v. G. Gill, Claim £1 16s, goods, and costs 10s. Bird v. Davidson, Claim £2 8s, promissory note, and costs 10s. Driscoll v. Senior, Claim £15 1s, goods, and costs. [823, 754, 973, 816]
column-rule [818, 30, 819, 1460]
tide-header-row: JUNE. A.M. P.M. Rises Sets [11, 1087, 150, 1097]
column-shipping [10, 30, 150, 1736]
tide-cell: 4.44 [131, 1138, 150, 1148]
registered-note: Registered. [217, 983, 253, 993]
cable-heading: The Afghanistan Treaty of Peace. [668, 809, 790, 820]
ad-text: We will simply state that the Goods are all New, Fashionable, and Seasonable, and the Prices are such that they will convince our patrons we intend to realise. [162, 433, 308, 545]
telegram-item: Over one hundred and fifty recently recruited Armed Constabulary are now at the Mount Cook Barracks ready to be sent to the West Coast. Sixty more recruits are coming in the Ladybird from Napier. [485, 918, 635, 969]
tide-cell: 9-Monday [11, 1097, 63, 1107]
cable-item: Considerable uneasiness is caused owing to a serious agrarian movement in Ireland. [645, 456, 813, 477]
tide-cell: 10.50 [62, 1097, 85, 1107]
treaty-article: 5th. The Indian Government to have the right to depute agents. [645, 954, 813, 975]
article-paragraph: Great consternation was caused in the ranks of the bookmakers at the Randwick Autumn Meeting by the introduction of the "totalisator," a system of backing horses by machinery, which first came under notice at the Farewell Race Meeting to his Excellency Sir Hercules Robinson; but, at that time, owing to the smallness of its operations, not much attention was paid to it, either by the Press or the members of the bookmaking fraternity. The proprietor, Mr Sugden of Ipswich, having obtained permission from the committee of the A.J.C. previous to the late meeting, erected a room between the saddling paddock and the judge's box, and the public were not long in discovering that, under the new system, they could obtain much larger odds than the bookmakers could afford to lay them. The result was that, although Mr Franck had six clerks working as hard as they could the machine was surrounded each day by an excited throng of speculators. [983, 660, 1104, 955]
article-paragraph: The field of life: The married ones. [983, 1038, 1104, 1059]
cable-item: The Amending Land Act has been passed by the Legislative Assembly. [645, 647, 813, 669]
treaty-article: 8th. The restoration to the Ameer of the territories occupied by the British Expeditionary Force, except certain passes, which are to be treated as districts and assigned to India. [645, 1021, 813, 1062]
tide-cell: 0.37 [85, 1138, 108, 1148]
ad-signature: H. W. Heath, Manager. [71, 849, 150, 860]
telegram-item: It is stated that a capitalist has lately arrived in Wellington, from San Francisco, who is taking the preliminary steps for starting a tobacco and cigar manufactory on a large scale. [485, 780, 635, 832]
ad-text: SINGLE FARE (Saloon) ... 7s. 6d. (Steerage) ... 5s. 0d. [10, 428, 150, 449]
tide-cell: 4.44 [131, 1148, 150, 1158]
court-paragraph: Sarah Anne Muir, a small girl, sworn, deposed: I was at Mrs Donnelly's yard on 10th inst and saw complainant there. She was looking at some pieces of zinc in Mrs Donnelly's hen house, and was picking them up to take away when Mrs Donnelly caught her by the sleeve, but I am not quite sure if she struck her or not. No stones were thrown. [823, 604, 973, 696]
tide-cell: 7.13 [108, 1097, 130, 1107]
treaty-article: 9th. The surplus revenue derived from these districts will be paid to the Ameer. [645, 1064, 813, 1085]
price-row: Pollard ... 7 0 0 ... 6 10 0 [168, 799, 253, 810]
cable-item: Since the opening of the sales 235,000 bales of wool have been offered. Wool continues firm, and in active demand, chiefly in the greasy qualities which rule a half-penny higher. Scoured has advanced ½ to 1d per pound. [645, 495, 813, 547]
court-paragraph: By Mr Dodd: It is a fact that the night before he took the horses away an accident happened to the cab. Subsequently one of the horses died. [983, 123, 1104, 174]
post-office-date: Chief Post Office, Thames, June 13, 1879. [10, 1041, 150, 1062]
